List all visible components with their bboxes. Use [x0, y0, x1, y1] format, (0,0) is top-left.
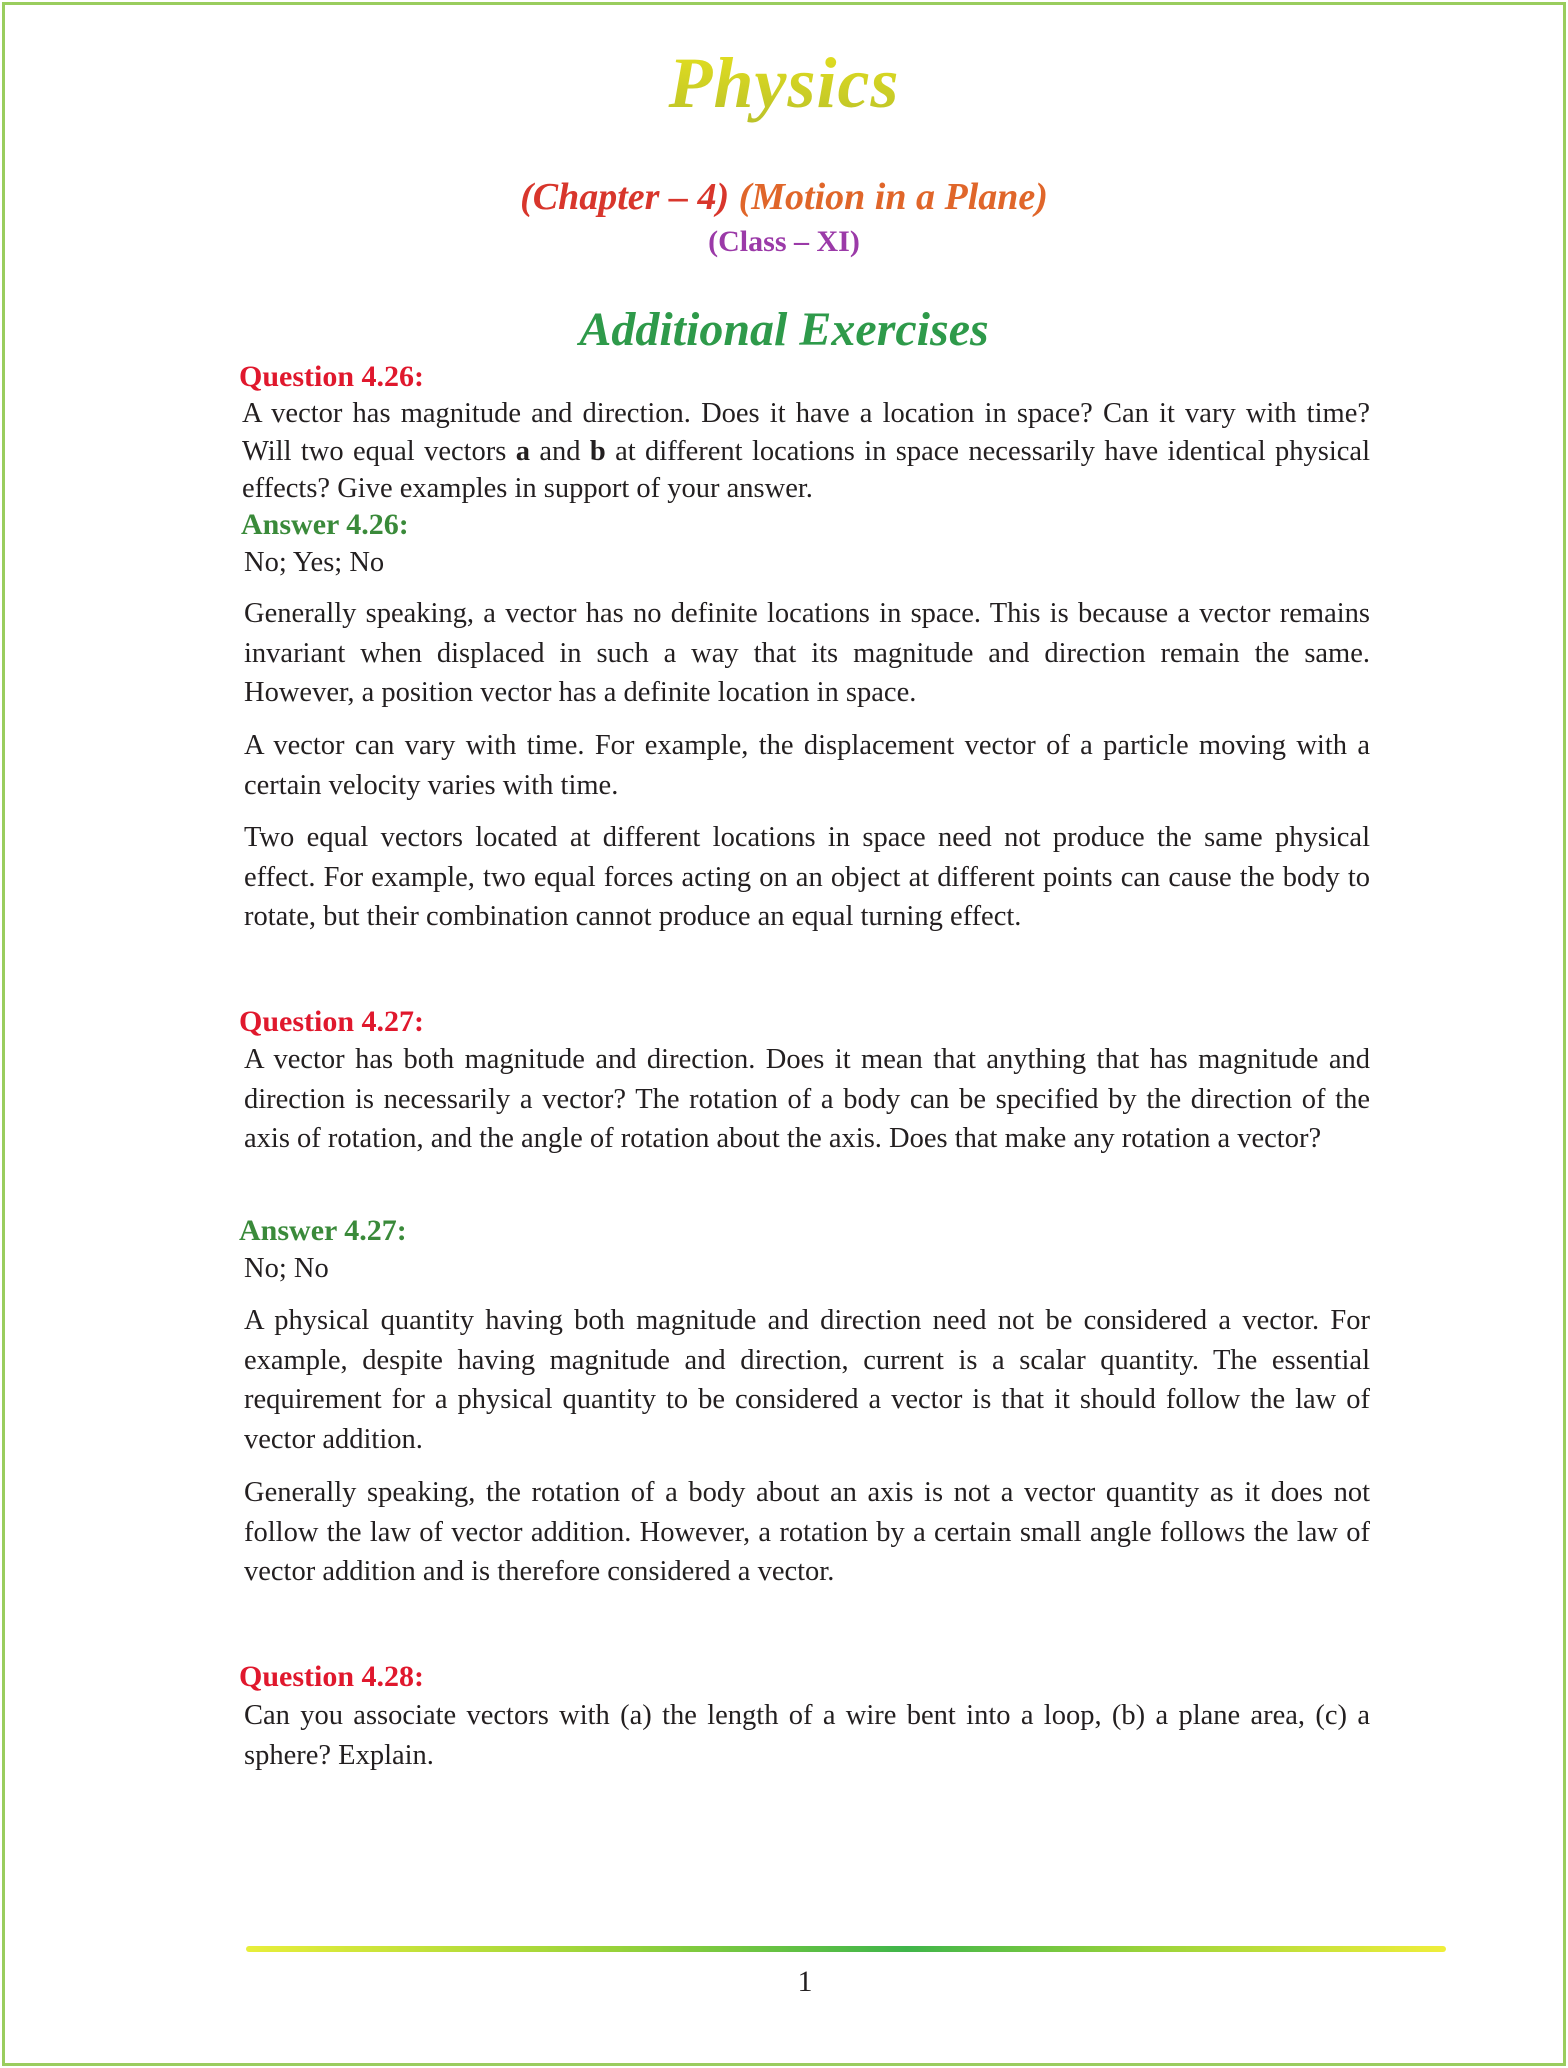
answer-label-4-26: Answer 4.26:	[241, 508, 409, 541]
answer-paragraph: A physical quantity having both magnitude and direction need not be considered a vector. For example, despite having magnitude and direction, current is a scalar quantity. The essential requirement for a physical quantity to be considered a vector is that it should follow the law of vector addition.	[244, 1305, 1370, 1455]
chapter-name: (Motion in a Plane)	[738, 176, 1048, 218]
chapter-number: (Chapter – 4)	[520, 176, 730, 218]
answer-label-4-27: Answer 4.27:	[239, 1214, 407, 1247]
answer-paragraph: A vector can vary with time. For example, the displacement vector of a particle moving with a certain velocity varies with time.	[244, 730, 1370, 801]
class-label: (Class – XI)	[708, 225, 860, 258]
footer-divider	[246, 1946, 1446, 1952]
short-answer-4-27: No; No	[244, 1253, 329, 1284]
vector-b: b	[589, 435, 606, 467]
question-text-4-27: A vector has both magnitude and direction. Does it mean that anything that has magnitude and direction is necessarily a vector? The rotation of a body can be specified by the direction of the axis of rotation, and the angle of rotation about the axis. Does that make any rotation a vector?	[244, 1044, 1370, 1154]
section-title: Additional Exercises	[579, 303, 989, 356]
answer-paragraph: Generally speaking, the rotation of a body about an axis is not a vector quantity as it does not follow the law of vector addition. However, a rotation by a certain small angle follows the law of vector addition and is therefore considered a vector.	[244, 1477, 1370, 1587]
question-label-4-28: Question 4.28:	[239, 1660, 425, 1693]
question-label-4-26: Question 4.26:	[239, 360, 425, 393]
page-number: 1	[797, 1965, 813, 1998]
vector-a: a	[515, 435, 530, 467]
question-text-4-26	[242, 395, 1370, 508]
question-label-4-27: Question 4.27:	[239, 1005, 425, 1038]
question-text-part: A vector has magnitude and direction. Does it have a location in space? Can it vary with time? Will two equal vectors	[242, 398, 1370, 467]
question-text-4-28: Can you associate vectors with (a) the length of a wire bent into a loop, (b) a plane area, (c) a sphere? Explain.	[244, 1700, 1370, 1771]
question-text-part: at different locations in space necessarily have identical physical effects? Give examples in support of your answer.	[242, 435, 1370, 504]
answer-paragraph: Generally speaking, a vector has no definite locations in space. This is because a vector remains invariant when displaced in such a way that its magnitude and direction remain the same. However, a position vector has a definite location in space.	[244, 598, 1370, 708]
page-title: Physics	[0, 38, 1568, 128]
short-answer-4-26: No; Yes; No	[244, 547, 385, 578]
question-text-part: and	[529, 435, 590, 467]
answer-paragraph: Two equal vectors located at different locations in space need not produce the same physical effect. For example, two equal forces acting on an object at different points can cause the body to rotate, but their combination cannot produce an equal turning effect.	[244, 822, 1370, 932]
chapter-heading	[0, 172, 1568, 222]
